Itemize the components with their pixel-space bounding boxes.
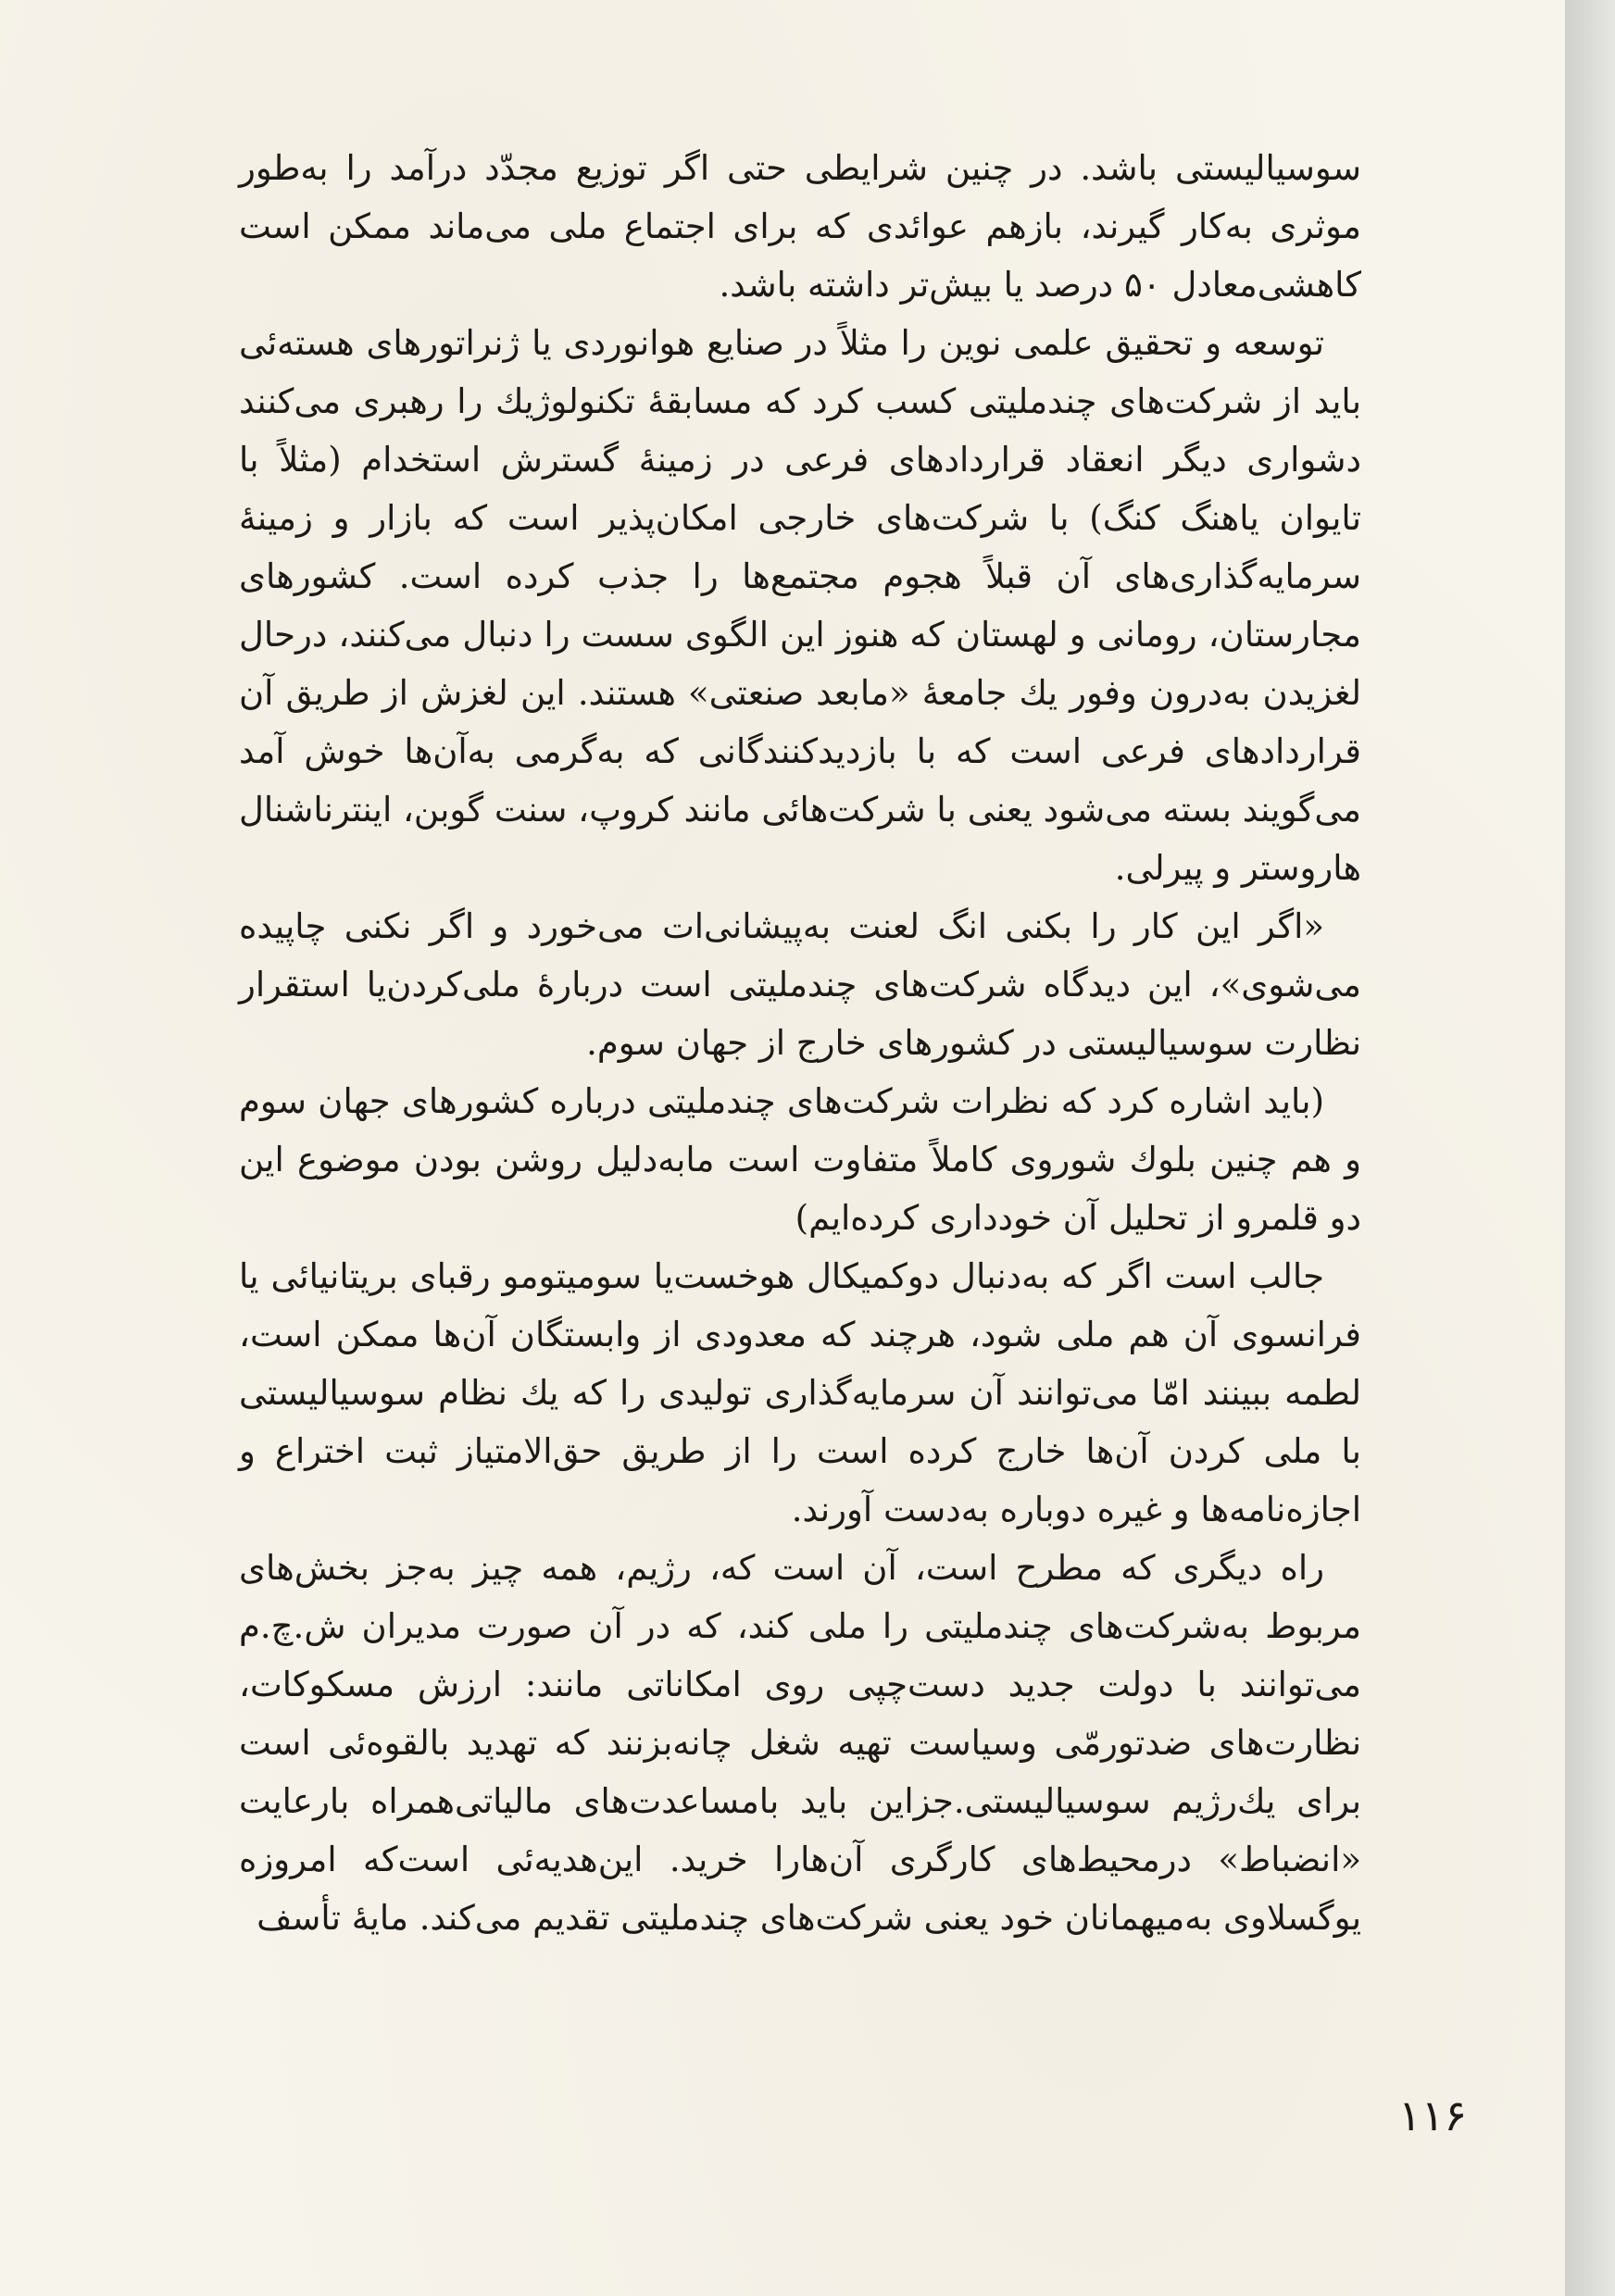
body-text — [239, 139, 1361, 2157]
paragraph-5: جالب است اگر که به‌دنبال دوکمیکال هوخست‌یا سومیتومو رقبای بریتانیائی یا فرانسوی آن هم ملی شود، هرچند که معدودی از وابستگان آن‌ها ممکن است، لطمه ببینند امّا می‌توانند آن سرمایه‌گذاری تولیدی را که یك نظام سوسیالیستی با ملی کردن آن‌ها خارج کرده است را از طریق حق‌الامتیاز ثبت اختراع و اجازه‌نامه‌ها و غیره دوباره به‌دست آورند. — [239, 1256, 1361, 1529]
paragraph-3: «اگر این کار را بکنی انگ لعنت به‌پیشانی‌ات می‌خورد و اگر نکنی چاپیده می‌شوی»، این دیدگاه شرکت‌های چندملیتی است دربارهٔ ملی‌کردن‌یا استقرار نظارت سوسیالیستی در کشورهای خارج از جهان سوم. — [239, 906, 1361, 1063]
page-number: ۱۱۶ — [1398, 2090, 1468, 2140]
paragraph-4: (باید اشاره کرد که نظرات شرکت‌های چندملیتی درباره کشورهای جهان سوم و هم چنین بلوك شوروی کاملاً متفاوت است مابه‌دلیل روشن بودن موضوع این دو قلمرو از تحلیل آن خودداری کرده‌ایم) — [239, 1081, 1361, 1238]
paragraph-1: سوسیالیستی باشد. در چنین شرایطی حتی اگر توزیع مجدّد درآمد را به‌طور موثری به‌کار گیرند، بازهم عوائدی که برای اجتماع ملی می‌ماند ممکن است کاهشی‌معادل ۵۰ درصد یا بیش‌تر داشته باشد. — [239, 148, 1361, 305]
paragraph-2: توسعه و تحقیق علمی نوین را مثلاً در صنایع هوانوردی یا ژنراتورهای هسته‌ئی باید از شرکت‌های چندملیتی کسب کرد که مسابقهٔ تکنولوژیك را رهبری می‌کنند دشواری دیگر انعقاد قراردادهای فرعی در زمینهٔ گسترش استخدام (مثلاً با تایوان یاهنگ کنگ) با شرکت‌های خارجی امکان‌پذیر است که بازار و زمینهٔ سرمایه‌گذاری‌های آن قبلاً هجوم مجتمع‌ها را جذب کرده است. کشورهای مجارستان، رومانی و لهستان که هنوز این الگوی سست را دنبال می‌کنند، درحال لغزیدن به‌درون وفور یك جامعهٔ «مابعد صنعتی» هستند. این لغزش از طریق آن قراردادهای فرعی است که با بازدیدکنندگانی که به‌گرمی به‌آن‌ها خوش آمد می‌گویند بسته می‌شود یعنی با شرکت‌هائی مانند کروپ، سنت گوبن، اینترناشنال هاروستر و پیرلی. — [239, 323, 1361, 888]
scanner-background-edge — [1565, 0, 1615, 2296]
paragraph-6: راه دیگری که مطرح است، آن است که، رژیم، همه چیز به‌جز بخش‌های مربوط به‌شرکت‌های چندملیتی را ملی کند، که در آن صورت مدیران ش.چ.م می‌توانند با دولت جدید دست‌چپی روی امکاناتی مانند: ارزش مسکوکات، نظارت‌های ضدتورمّی وسیاست تهیه شغل چانه‌بزنند که تهدید بالقوه‌ئی است برای یك‌رژیم سوسیالیستی.جزاین باید بامساعدت‌های مالیاتی‌همراه بارعایت «انضباط» درمحیط‌های کارگری آن‌هارا خرید. این‌هدیه‌ئی است‌که امروزه یوگسلاوی به‌میهمانان خود یعنی شرکت‌های چندملیتی تقدیم می‌کند. مایهٔ تأسف — [239, 1548, 1361, 1938]
